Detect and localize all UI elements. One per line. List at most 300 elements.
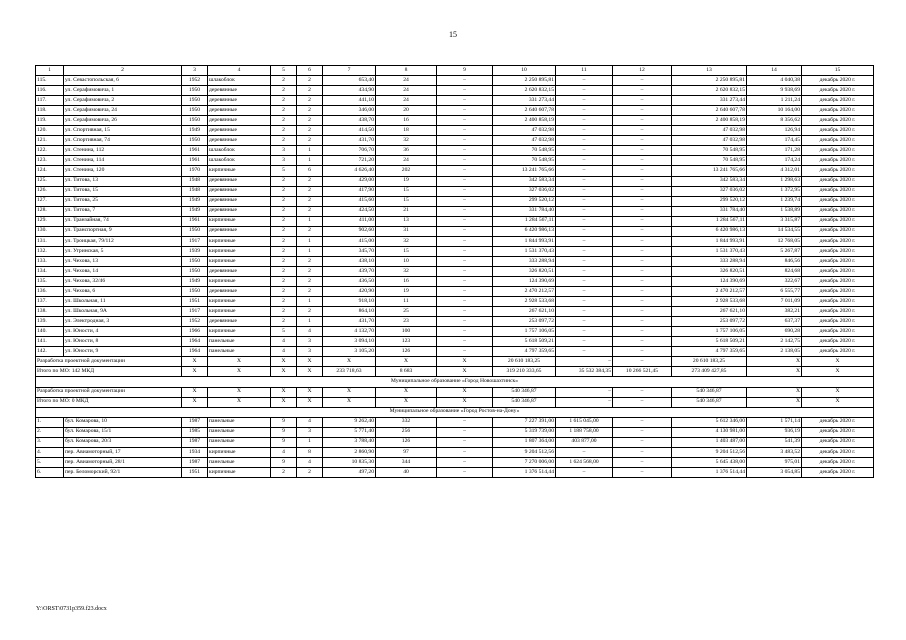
table-cell: 417,90 [323,186,376,196]
table-cell: – [613,96,672,106]
table-cell: – [556,337,613,347]
table-row [36,266,874,276]
table-row [36,297,874,307]
table-cell: 115. [36,76,64,86]
table-cell: X [297,397,323,407]
table-cell: 2 [297,186,323,196]
table-cell: панельные [208,417,271,427]
table-cell: 1949 [182,126,208,136]
table-cell: 1 [297,246,323,256]
table-cell: – [613,166,672,176]
table-cell: 128. [36,206,64,216]
table-cell: 1948 [182,176,208,186]
table-cell: 1950 [182,116,208,126]
table-cell: X [747,357,802,367]
table-cell: – [613,156,672,166]
table-row [36,176,874,186]
table-cell: 902,60 [323,226,376,236]
table-cell: 4 [297,417,323,427]
total-row [36,397,874,407]
table-cell: 4 [271,337,297,347]
table-cell: 5 618 509,21 [493,337,556,347]
table-cell: 47 032,98 [493,136,556,146]
table-cell: 382,21 [747,307,802,317]
table-cell: 123. [36,156,64,166]
table-cell: панельные [208,337,271,347]
table-cell: 2 [297,176,323,186]
table-cell: 3 315,87 [747,216,802,226]
table-cell: – [556,236,613,246]
table-cell: 2 [271,256,297,266]
table-cell: декабрь 2020 г. [802,196,874,206]
table-cell: 1 531 370,43 [493,246,556,256]
table-cell: – [437,86,493,96]
table-cell: X [376,387,437,397]
row-label: Разработка проектной документации [36,387,182,397]
table-cell: 1 624 568,00 [556,457,613,467]
table-cell: – [437,96,493,106]
table-cell: X [437,397,493,407]
table-cell: 12 768,05 [747,236,802,246]
table-cell: деревянные [208,317,271,327]
table-row [36,96,874,106]
table-cell: – [437,317,493,327]
table-cell: 97 [376,447,437,457]
table-cell: 1. [36,417,64,427]
table-cell: 1 372,95 [747,186,802,196]
table-cell: X [182,367,208,377]
table-cell: 19 [376,176,437,186]
table-cell: – [556,166,613,176]
table-cell: 540 346,87 [493,397,556,407]
table-cell: X [323,397,376,407]
table-row [36,196,874,206]
table-row [36,156,874,166]
column-header: 12 [613,66,672,76]
table-cell: 3 [297,427,323,437]
column-header: 6 [297,66,323,76]
table-cell: X [297,357,323,367]
table-cell: – [437,307,493,317]
table-cell: 23 [376,317,437,327]
table-cell: 864,10 [323,307,376,317]
table-cell: 2 [271,467,297,477]
table-cell: 326 820,51 [493,266,556,276]
table-cell: 5. [36,457,64,467]
table-cell: 5 267,87 [747,246,802,256]
table-cell: 2 [271,307,297,317]
table-cell: – [437,146,493,156]
table-cell: – [556,86,613,96]
file-path-footer: Y:\ORST\0731p359.f23.docx [36,606,107,612]
table-cell: деревянные [208,226,271,236]
table-cell: X [802,357,874,367]
table-cell: X [747,367,802,377]
table-cell: 4 797 359,65 [493,347,556,357]
table-cell: 174,45 [747,136,802,146]
column-header: 11 [556,66,613,76]
table-cell: – [613,146,672,156]
table-cell: 4 312,01 [747,166,802,176]
table-cell: 1951 [182,467,208,477]
table-cell: 171,28 [747,146,802,156]
table-cell: X [747,387,802,397]
table-cell: 299 520,12 [672,196,747,206]
table-cell: 3 [297,337,323,347]
table-cell: X [271,397,297,407]
table-cell: ул. Чехова, 14 [64,266,182,276]
table-cell: 135. [36,276,64,286]
table-cell: 5 [271,166,297,176]
table-cell: 2 [297,256,323,266]
table-cell: 121. [36,136,64,146]
table-cell: панельные [208,457,271,467]
table-cell: ул. Электродная, 3 [64,317,182,327]
table-cell: 541,39 [747,437,802,447]
table-cell: 415,60 [323,196,376,206]
table-cell: 936,19 [747,427,802,437]
table-cell: – [556,317,613,327]
table-cell: ул. Титова, 13 [64,176,182,186]
table-cell: – [437,176,493,186]
table-cell: деревянные [208,96,271,106]
header-row [36,66,874,76]
table-cell: – [556,357,613,367]
table-cell: 1950 [182,226,208,236]
table-cell: ул. Юности, 8 [64,337,182,347]
table-cell: 142. [36,347,64,357]
table-cell: 1 239,74 [747,196,802,206]
table-cell: 123 [376,337,437,347]
table-cell: 1 538,89 [747,206,802,216]
table-cell: – [613,276,672,286]
table-cell: – [437,136,493,146]
table-cell: 2 860,90 [323,447,376,457]
table-cell: декабрь 2020 г. [802,256,874,266]
table-cell: 1961 [182,156,208,166]
table-cell: 540 346,87 [672,387,747,397]
table-cell: 137. [36,297,64,307]
table-cell: 40 [376,467,437,477]
table-cell: ул. Спортивная, 74 [64,136,182,146]
table-cell: бул. Комарова, 10 [64,417,182,427]
table-cell: 319 210 333,65 [493,367,556,377]
table-cell: 2 [271,266,297,276]
table-cell: декабрь 2020 г. [802,216,874,226]
table-cell: 322,67 [747,276,802,286]
table-cell: – [437,196,493,206]
table-cell: пер. Авиамоторный, 28/1 [64,457,182,467]
table-cell: 35 532 384,35 [556,367,613,377]
table-cell: – [556,136,613,146]
table-cell: 70 548,95 [493,146,556,156]
table-cell: кирпичные [208,297,271,307]
table-cell: 5 612 346,00 [672,417,747,427]
table-cell: 10 835,30 [323,457,376,467]
table-cell: 2 138,05 [747,347,802,357]
table-cell: 13 241 765,66 [493,166,556,176]
table-cell: 5 [271,327,297,337]
table-cell: X [376,397,437,407]
total-row [36,367,874,377]
table-cell: 233 718,63 [323,367,376,377]
table-cell: – [437,327,493,337]
table-cell: 2 [271,216,297,226]
table-cell: кирпичные [208,166,271,176]
table-row [36,317,874,327]
table-cell: 124 390,69 [672,276,747,286]
table-cell: декабрь 2020 г. [802,327,874,337]
table-cell: панельные [208,437,271,447]
table-cell: 11 [376,297,437,307]
table-cell: – [437,467,493,477]
table-cell: ул. Угринская, 5 [64,246,182,256]
table-cell: кирпичные [208,327,271,337]
table-row [36,417,874,427]
table-cell: 132. [36,246,64,256]
table-cell: X [802,387,874,397]
table-cell: декабрь 2020 г. [802,106,874,116]
table-cell: декабрь 2020 г. [802,96,874,106]
column-header: 7 [323,66,376,76]
table-cell: 2 620 832,15 [493,86,556,96]
table-cell: 2 142,75 [747,337,802,347]
table-cell: 47 032,98 [672,126,747,136]
table-cell: 706,70 [323,146,376,156]
table-cell: пер. Авиамоторный, 17 [64,447,182,457]
table-cell: 6 420 986,13 [672,226,747,236]
table-cell: 1987 [182,437,208,447]
table-cell: 420,90 [323,287,376,297]
table-cell: 20 [376,106,437,116]
column-header: 14 [747,66,802,76]
column-header: 10 [493,66,556,76]
table-cell: 2 [297,76,323,86]
table-cell: – [613,387,672,397]
table-cell: кирпичные [208,236,271,246]
table-cell: 21 [376,206,437,216]
table-cell: 2 640 607,78 [672,106,747,116]
table-cell: декабрь 2020 г. [802,457,874,467]
table-cell: 120. [36,126,64,136]
column-header: 4 [208,66,271,76]
table-cell: 2 [297,266,323,276]
table-cell: X [323,357,376,367]
table-row [36,307,874,317]
table-cell: декабрь 2020 г. [802,266,874,276]
table-cell: 690,28 [747,327,802,337]
table-cell: 32 [376,136,437,146]
table-cell: – [613,256,672,266]
table-cell: 441,10 [323,96,376,106]
table-row [36,337,874,347]
table-cell: 4 040,38 [747,76,802,86]
table-cell: 2 [297,226,323,236]
table-cell: – [613,116,672,126]
table-cell: 1 615 045,00 [556,417,613,427]
table-cell: 32 [376,236,437,246]
table-cell: кирпичные [208,216,271,226]
table-cell: – [437,297,493,307]
table-cell: 2 400 858,19 [672,116,747,126]
table-row [36,86,874,96]
table-cell: – [437,116,493,126]
table-cell: панельные [208,427,271,437]
table-cell: декабрь 2020 г. [802,186,874,196]
table-cell: 24 [376,86,437,96]
table-cell: – [613,427,672,437]
table-cell: X [376,357,437,367]
table-cell: 6. [36,467,64,477]
table-cell: декабрь 2020 г. [802,467,874,477]
table-row [36,236,874,246]
table-cell: 3 483,52 [747,447,802,457]
table-cell: 637,37 [747,317,802,327]
table-cell: декабрь 2020 г. [802,437,874,447]
table-cell: 70 548,95 [672,156,747,166]
table-cell: – [613,437,672,447]
table-cell: 1961 [182,146,208,156]
table-cell: 431,70 [323,136,376,146]
table-cell: 4 626,40 [323,166,376,176]
table-row [36,166,874,176]
table-cell: – [613,467,672,477]
table-cell: 2 [271,76,297,86]
table-cell: 7 227 391,00 [493,417,556,427]
table-cell: 16 [376,276,437,286]
table-cell: 2 [297,276,323,286]
table-cell: – [556,287,613,297]
table-cell: 124 390,69 [493,276,556,286]
table-cell: – [437,186,493,196]
table-cell: 8 683 [376,367,437,377]
table-cell: 2 [271,106,297,116]
table-row [36,76,874,86]
table-row [36,126,874,136]
table-cell: 1950 [182,106,208,116]
table-cell: 130. [36,226,64,236]
table-cell: 47 032,98 [493,126,556,136]
table-row [36,206,874,216]
table-cell: ул. Титова, 15 [64,186,182,196]
table-cell: 436,50 [323,276,376,286]
table-cell: шлакоблок [208,146,271,156]
table-cell: 1987 [182,417,208,427]
table-cell: 1 [297,297,323,307]
table-cell: – [556,156,613,166]
table-cell: 438,10 [323,256,376,266]
table-cell: декабрь 2020 г. [802,246,874,256]
table-cell: бул. Комарова, 15/1 [64,427,182,437]
table-cell: – [556,186,613,196]
table-cell: 16 [376,116,437,126]
table-cell: кирпичные [208,447,271,457]
table-cell: 126 [376,347,437,357]
table-cell: декабрь 2020 г. [802,76,874,86]
table-cell: 6 555,77 [747,287,802,297]
table-cell: 253 097,72 [672,317,747,327]
table-cell: – [437,287,493,297]
table-cell: 1 807 364,00 [493,437,556,447]
table-cell: ул. Стенина, 114 [64,156,182,166]
table-cell: 2 [297,206,323,216]
table-cell: 1917 [182,307,208,317]
table-cell: 5 319 739,00 [493,427,556,437]
table-cell: – [556,307,613,317]
table-cell: 7 011,09 [747,297,802,307]
table-cell: ул. Юности, 4 [64,327,182,337]
table-cell: – [556,206,613,216]
table-cell: ул. Транспортная, 9 [64,226,182,236]
table-cell: ул. Школьная, 9А [64,307,182,317]
table-cell: декабрь 2020 г. [802,176,874,186]
table-cell: деревянные [208,116,271,126]
table-row [36,226,874,236]
table-cell: 2 [271,96,297,106]
table-cell: 14 534,55 [747,226,802,236]
table-cell: 32 [376,266,437,276]
table-cell: 126 [376,437,437,447]
table-cell: 4 130 981,00 [672,427,747,437]
table-cell: 1 [297,317,323,327]
table-cell: 13 [376,216,437,226]
table-cell: декабрь 2020 г. [802,447,874,457]
table-cell: 9 [271,417,297,427]
table-cell: 117. [36,96,64,106]
table-cell: 122. [36,146,64,156]
table-cell: 15 [376,246,437,256]
table-cell: 327 036,02 [493,186,556,196]
table-cell: 438,70 [323,116,376,126]
table-cell: 6 420 986,13 [493,226,556,236]
column-header: 9 [437,66,493,76]
table-cell: 2 [297,106,323,116]
table-cell: 331 273,44 [672,96,747,106]
table-cell: ул. Серафимовича, 1 [64,86,182,96]
table-cell: 2 [271,86,297,96]
table-cell: – [556,146,613,156]
table-cell: 332 [376,417,437,427]
table-cell: 9 204 512,56 [672,447,747,457]
table-cell: 2 640 607,78 [493,106,556,116]
table-cell: 2 [271,176,297,186]
table-cell: 3 788,40 [323,437,376,447]
table-cell: 124. [36,166,64,176]
table-cell: 1964 [182,337,208,347]
table-cell: – [613,357,672,367]
table-row [36,116,874,126]
section-row [36,407,874,417]
table-cell: 1 844 993,91 [493,236,556,246]
table-cell: 1 757 106,05 [493,327,556,337]
table-cell: 2 [297,287,323,297]
table-cell: X [182,387,208,397]
table-cell: X [323,387,376,397]
table-cell: X [802,397,874,407]
table-cell: – [437,206,493,216]
table-cell: 1950 [182,256,208,266]
table-cell: 2 [297,467,323,477]
table-cell: 9 938,69 [747,86,802,96]
table-cell: 20 610 183,25 [493,357,556,367]
table-cell: 424,50 [323,206,376,216]
table-cell: 1987 [182,457,208,467]
table-cell: 824,68 [747,266,802,276]
table-cell: X [271,357,297,367]
table-cell: 1985 [182,427,208,437]
table-cell: 3 094,10 [323,337,376,347]
table-cell: 5 771,40 [323,427,376,437]
